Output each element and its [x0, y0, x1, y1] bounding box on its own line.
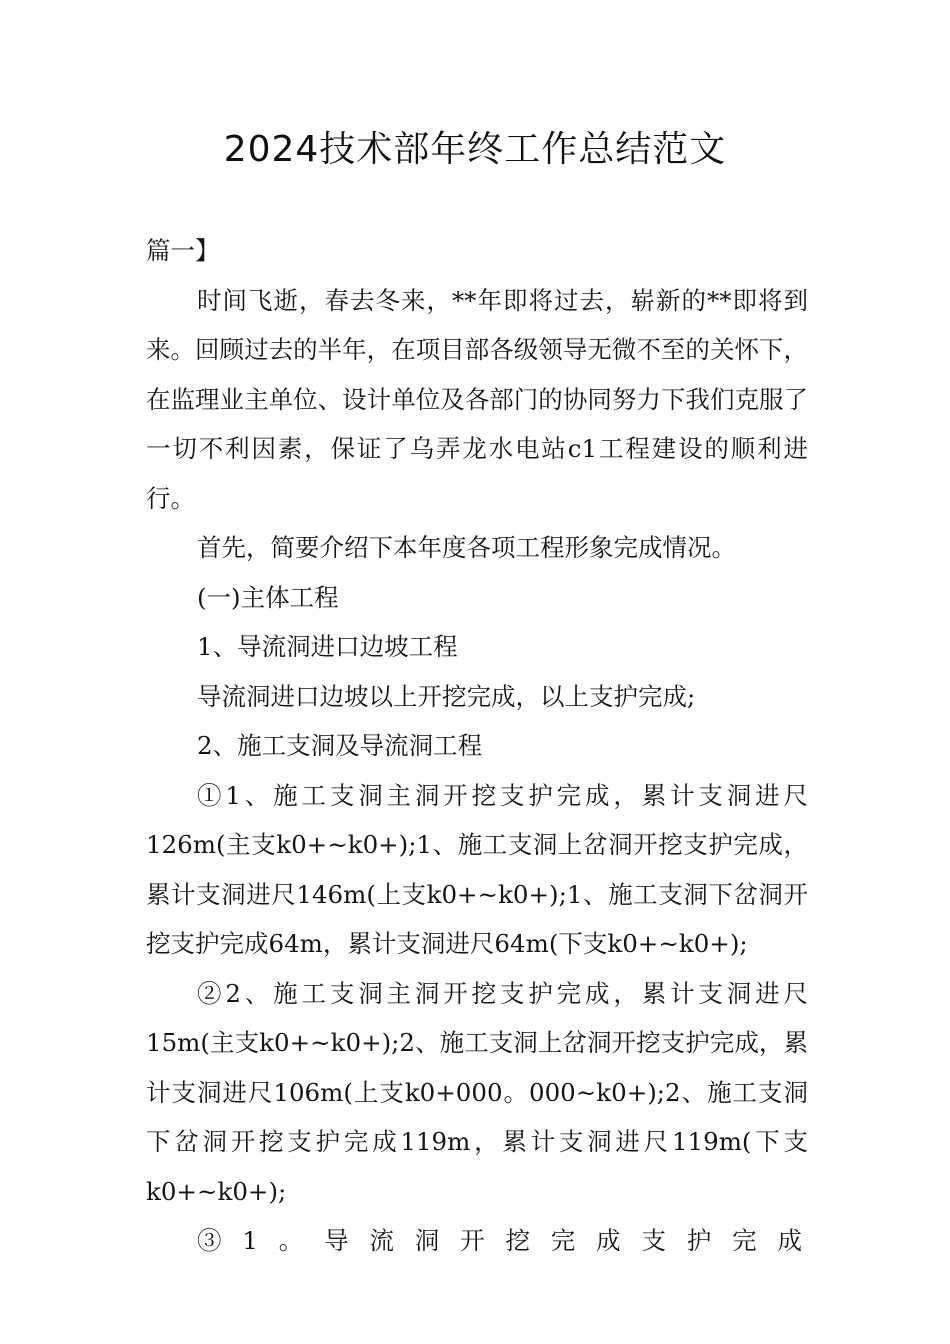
paragraph-tunnel-1: ①1、施工支洞主洞开挖支护完成，累计支洞进尺126m(主支k0+~k0+);1、施工支洞上岔洞开挖支护完成，累计支洞进尺146m(上支k0+~k0+);1、施工支洞下岔洞开挖支护完成64m，累计支洞进尺64m(下支k0+~k0+);	[146, 780, 808, 958]
paragraph-tunnel-2: ②2、施工支洞主洞开挖支护完成，累计支洞进尺15m(主支k0+~k0+);2、施工支洞上岔洞开挖支护完成，累计支洞进尺106m(上支k0+000。000~k0+);2、施工支洞下岔洞开挖支护完成119m，累计支洞进尺119m(下支k0+~k0+);	[146, 978, 808, 1206]
section-label: 篇一】	[146, 236, 220, 265]
paragraph-tunnel-3: ③1。导流洞开挖完成支护完成	[197, 1226, 808, 1255]
document-title: 2024技术部年终工作总结范文	[223, 129, 727, 170]
document-body	[146, 226, 808, 1266]
heading-diversion-entrance: 1、导流洞进口边坡工程	[197, 632, 458, 661]
heading-construction-tunnel: 2、施工支洞及导流洞工程	[197, 731, 483, 760]
paragraph-summary: 首先，简要介绍下本年度各项工程形象完成情况。	[197, 533, 736, 562]
paragraph-diversion-entrance: 导流洞进口边坡以上开挖完成，以上支护完成;	[197, 681, 696, 711]
heading-main-works: (一)主体工程	[197, 582, 339, 612]
paragraph-intro: 时间飞逝，春去冬来，**年即将过去，崭新的**即将到来。回顾过去的半年，在项目部各级领导无微不至的关怀下，在监理业主单位、设计单位及各部门的协同努力下我们克服了一切不利因素，保证了乌弄龙水电站c1工程建设的顺利进行。	[146, 285, 808, 513]
